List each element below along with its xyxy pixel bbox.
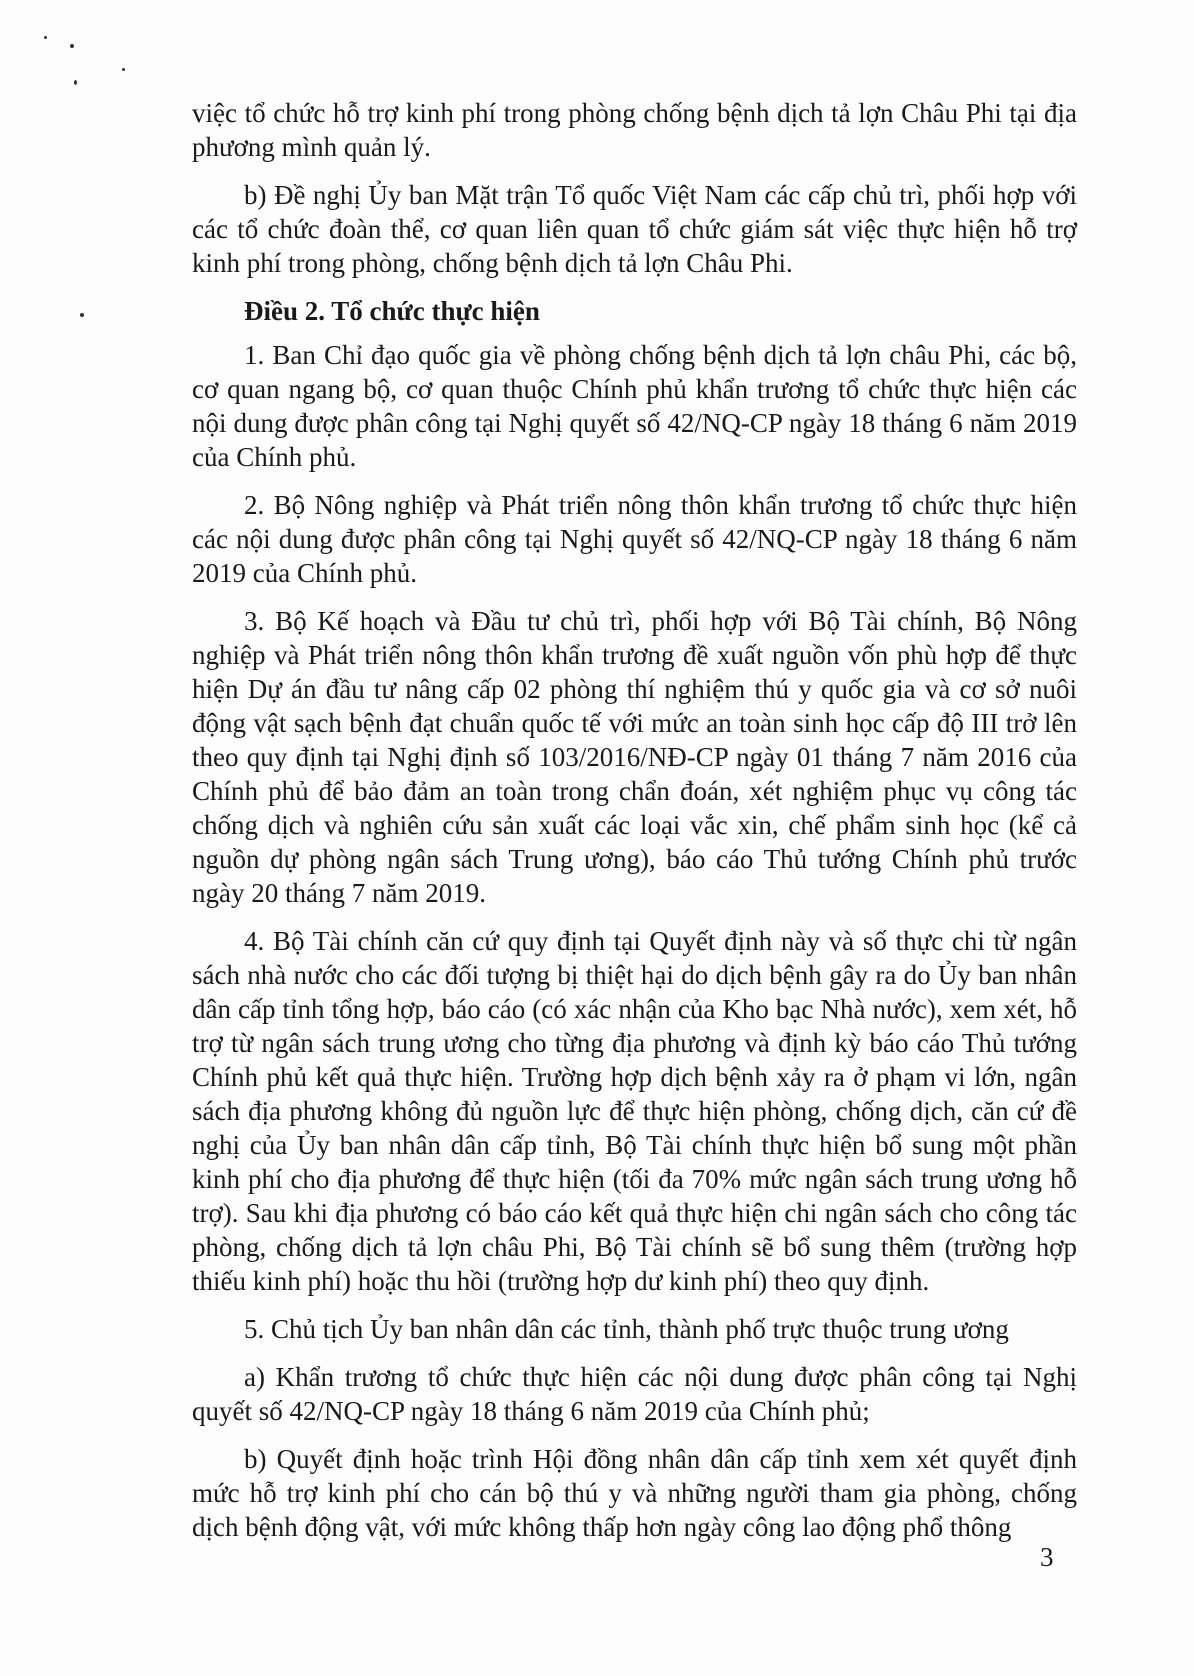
list-item: 2. Bộ Nông nghiệp và Phát triển nông thôn khẩn trương tổ chức thực hiện các nội dung được phân công tại Nghị quyết số 42/NQ-CP ngày 18 tháng 6 năm 2019 của Chính phủ. bbox=[192, 490, 1077, 588]
document-body bbox=[192, 96, 1077, 1558]
list-item: 3. Bộ Kế hoạch và Đầu tư chủ trì, phối hợp với Bộ Tài chính, Bộ Nông nghiệp và Phát triển nông thôn khẩn trương đề xuất nguồn vốn phù hợp để thực hiện Dự án đầu tư nâng cấp 02 phòng thí nghiệm thú y quốc gia và cơ sở nuôi động vật sạch bệnh đạt chuẩn quốc tế với mức an toàn sinh học cấp độ III trở lên theo quy định tại Nghị định số 103/2016/NĐ-CP ngày 01 tháng 7 năm 2016 của Chính phủ để bảo đảm an toàn trong chẩn đoán, xét nghiệm phục vụ công tác chống dịch và nghiên cứu sản xuất các loại vắc xin, chế phẩm sinh học (kể cả nguồn dự phòng ngân sách Trung ương), báo cáo Thủ tướng Chính phủ trước ngày 20 tháng 7 năm 2019. bbox=[192, 606, 1077, 908]
list-item: 5. Chủ tịch Ủy ban nhân dân các tỉnh, thành phố trực thuộc trung ương bbox=[244, 1314, 1009, 1344]
list-item: 4. Bộ Tài chính căn cứ quy định tại Quyết định này và số thực chi từ ngân sách nhà nước cho các đối tượng bị thiệt hại do dịch bệnh gây ra do Ủy ban nhân dân cấp tỉnh tổng hợp, báo cáo (có xác nhận của Kho bạc Nhà nước), xem xét, hỗ trợ từ ngân sách trung ương cho từng địa phương và định kỳ báo cáo Thủ tướng Chính phủ kết quả thực hiện. Trường hợp dịch bệnh xảy ra ở phạm vi lớn, ngân sách địa phương không đủ nguồn lực để thực hiện phòng, chống dịch, căn cứ đề nghị của Ủy ban nhân dân cấp tỉnh, Bộ Tài chính thực hiện bổ sung một phần kinh phí cho địa phương để thực hiện (tối đa 70% mức ngân sách trung ương hỗ trợ). Sau khi địa phương có báo cáo kết quả thực hiện chi ngân sách cho công tác phòng, chống dịch tả lợn châu Phi, Bộ Tài chính sẽ bổ sung thêm (trường hợp thiếu kinh phí) hoặc thu hồi (trường hợp dư kinh phí) theo quy định. bbox=[192, 926, 1077, 1296]
paragraph: b) Đề nghị Ủy ban Mặt trận Tổ quốc Việt Nam các cấp chủ trì, phối hợp với các tổ chức đoàn thể, cơ quan liên quan tổ chức giám sát việc thực hiện hỗ trợ kinh phí trong phòng, chống bệnh dịch tả lợn Châu Phi. bbox=[192, 180, 1077, 278]
scan-speck bbox=[122, 68, 125, 71]
list-item: b) Quyết định hoặc trình Hội đồng nhân dân cấp tỉnh xem xét quyết định mức hỗ trợ kinh phí cho cán bộ thú y và những người tham gia phòng, chống dịch bệnh động vật, với mức không thấp hơn ngày công lao động phổ thông bbox=[192, 1444, 1077, 1542]
paragraph: việc tổ chức hỗ trợ kinh phí trong phòng chống bệnh dịch tả lợn Châu Phi tại địa phương mình quản lý. bbox=[192, 98, 1077, 162]
page-number: 3 bbox=[1040, 1542, 1054, 1572]
scan-speck bbox=[80, 313, 84, 317]
list-item: 1. Ban Chỉ đạo quốc gia về phòng chống bệnh dịch tả lợn châu Phi, các bộ, cơ quan ngang bộ, cơ quan thuộc Chính phủ khẩn trương tổ chức thực hiện các nội dung được phân công tại Nghị quyết số 42/NQ-CP ngày 18 tháng 6 năm 2019 của Chính phủ. bbox=[192, 340, 1077, 472]
scan-speck bbox=[70, 44, 74, 48]
scan-speck bbox=[74, 80, 77, 85]
scan-speck bbox=[44, 36, 47, 39]
list-item: a) Khẩn trương tổ chức thực hiện các nội dung được phân công tại Nghị quyết số 42/NQ-CP ngày 18 tháng 6 năm 2019 của Chính phủ; bbox=[192, 1362, 1077, 1426]
article-heading: Điều 2. Tổ chức thực hiện bbox=[244, 296, 540, 326]
